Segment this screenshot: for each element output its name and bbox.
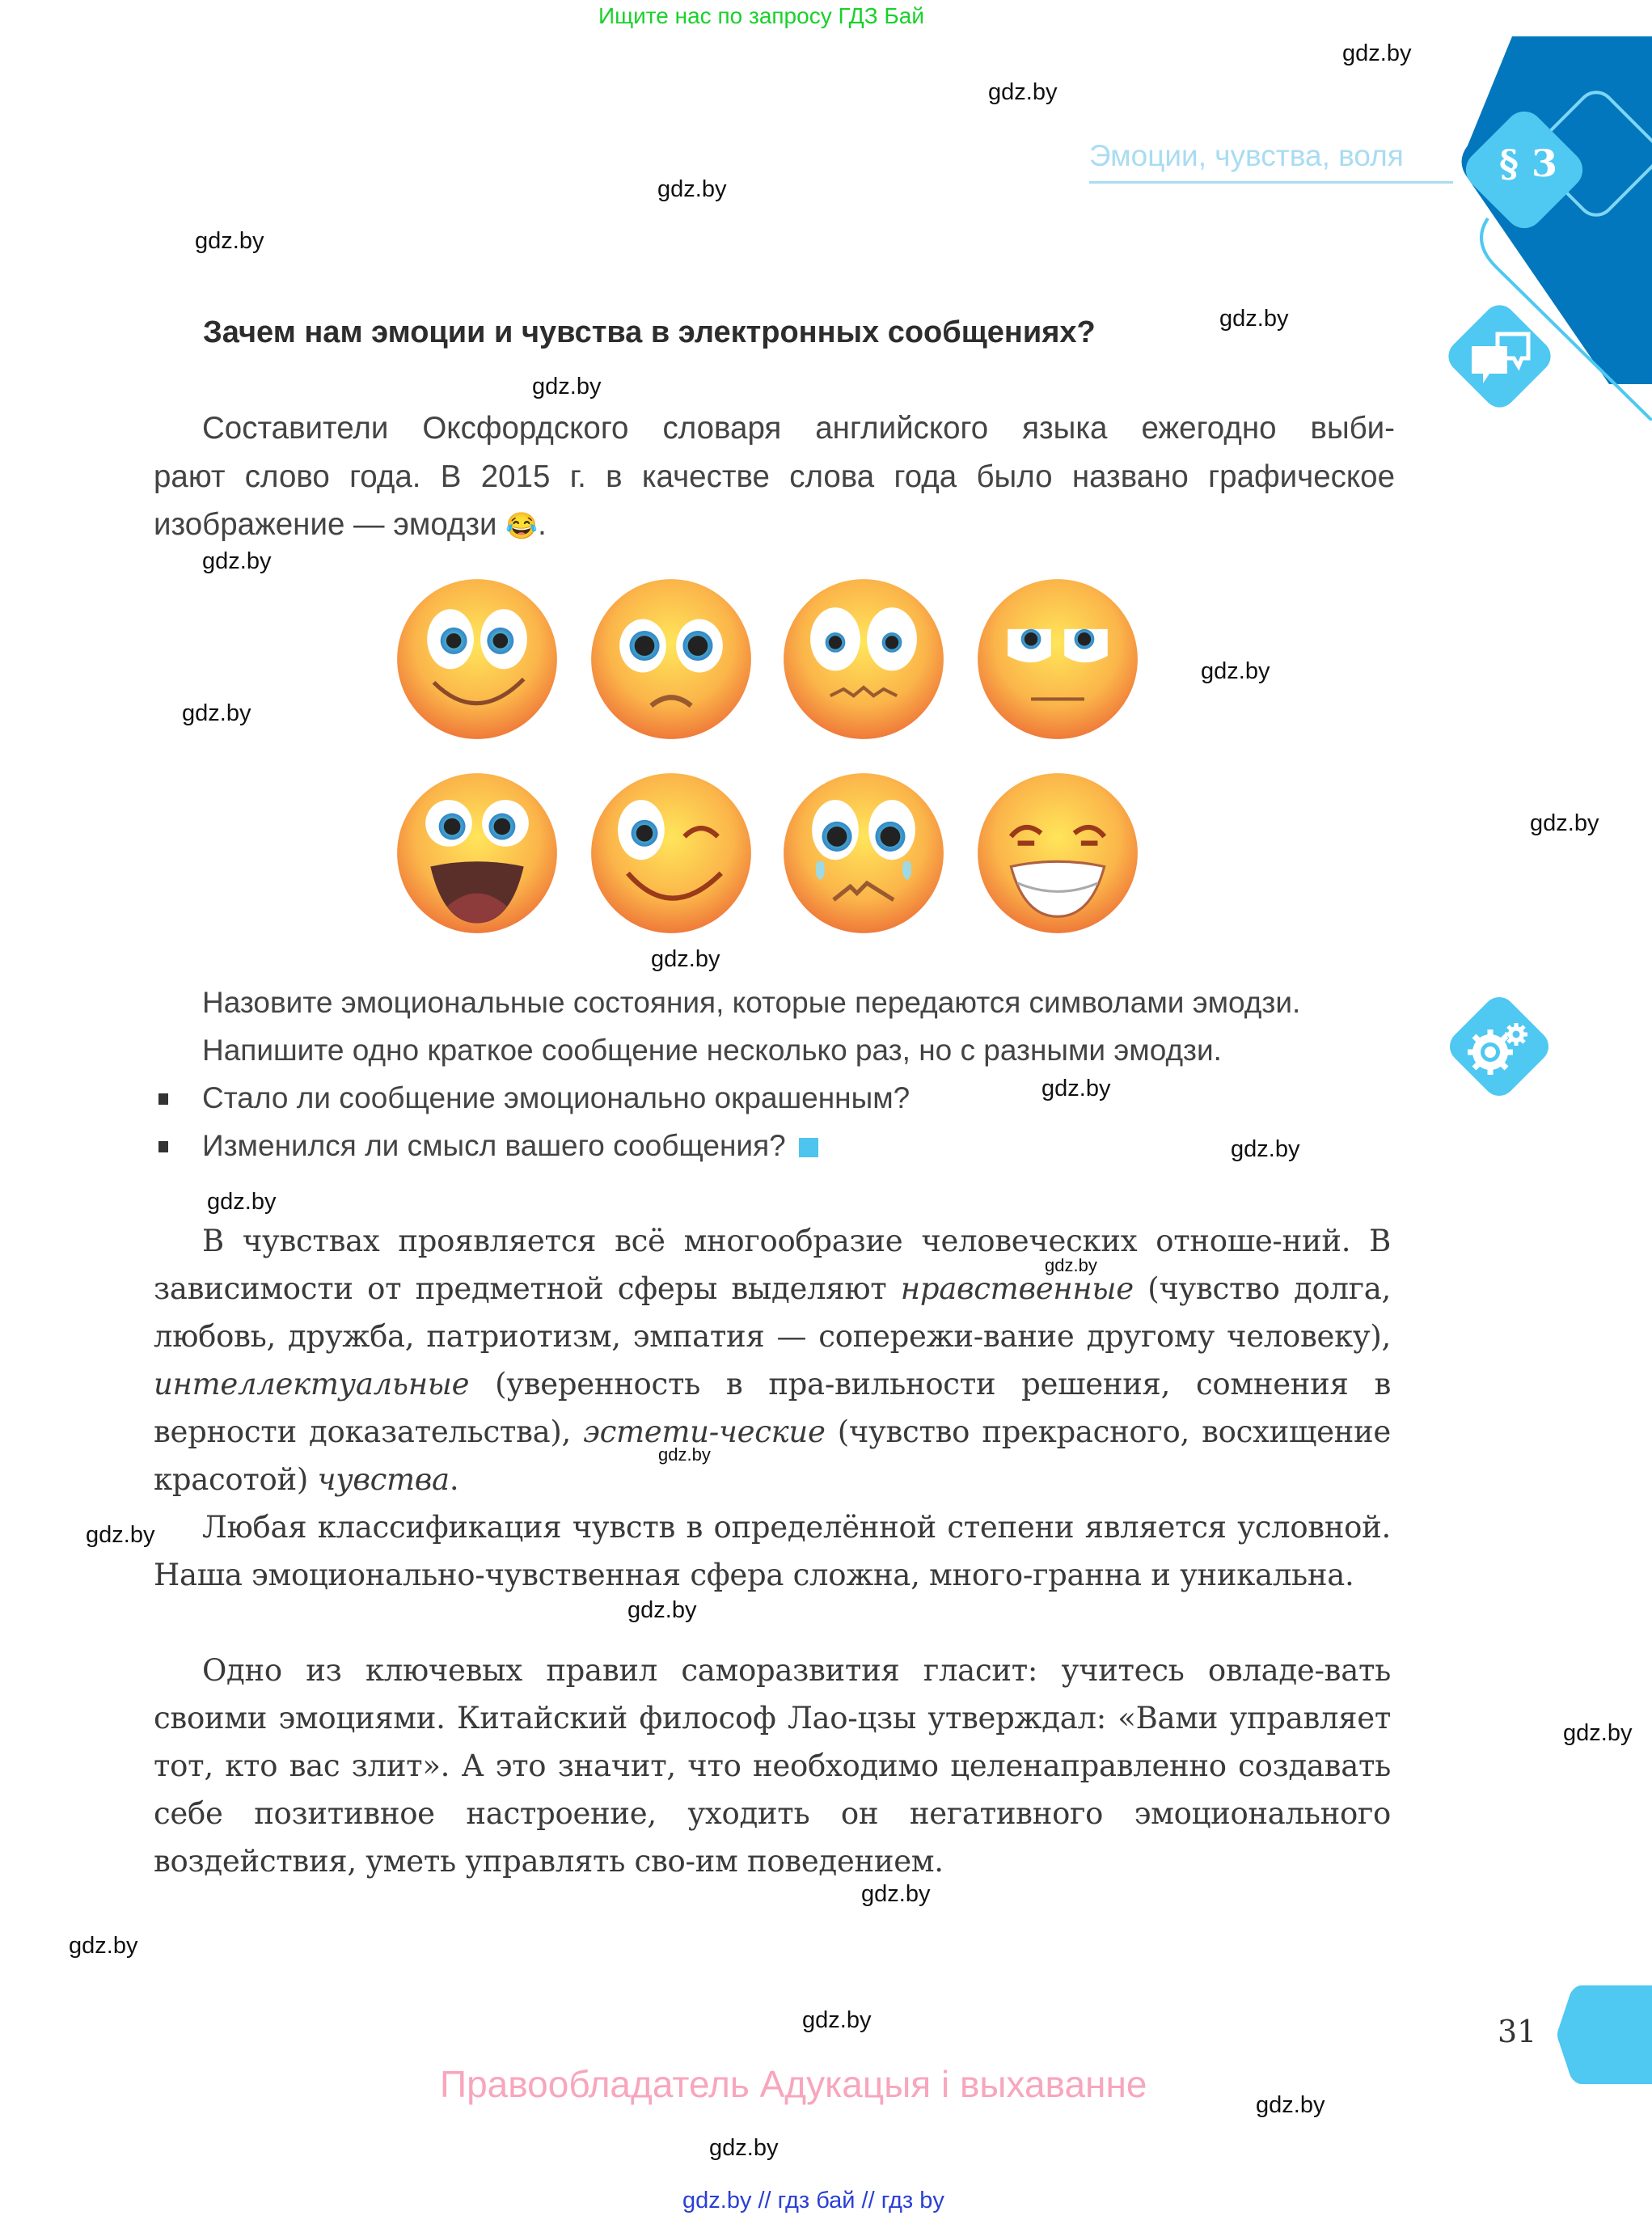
- watermark: gdz.by: [627, 1597, 697, 1623]
- section-heading: Зачем нам эмоции и чувства в электронных сообщениях?: [203, 315, 1096, 349]
- skeptical-emoji-icon: [974, 576, 1141, 742]
- bullet-icon: [158, 1141, 168, 1152]
- watermark: gdz.by: [1219, 306, 1289, 332]
- watermark: gdz.by: [1041, 1076, 1111, 1101]
- laughing-emoji-icon: [394, 770, 560, 937]
- watermark: gdz.by: [1530, 810, 1599, 836]
- sad-emoji-icon: [588, 576, 754, 742]
- watermark: gdz.by: [1231, 1136, 1300, 1162]
- watermark: gdz.by: [657, 176, 727, 202]
- page-tab-decoration: [1557, 1985, 1652, 2084]
- watermark: gdz.by: [1045, 1255, 1097, 1275]
- grinning-emoji-icon: [974, 770, 1141, 937]
- emoji-illustration: [394, 576, 1138, 938]
- footer-links[interactable]: gdz.by // гдз бай // гдз by: [682, 2188, 944, 2213]
- task-bullet-item: Изменился ли смысл вашего сообщения?: [202, 1122, 1415, 1169]
- watermark: gdz.by: [802, 2007, 872, 2033]
- watermark: gdz.by: [69, 1933, 138, 1959]
- watermark: gdz.by: [1563, 1720, 1633, 1746]
- paragraph-number: § 3: [1498, 142, 1558, 185]
- watermark: gdz.by: [532, 374, 602, 400]
- intro-paragraph: Составители Оксфордского словаря английского языка ежегодно выби- рают слово года. В 2015 г. в качестве слова года было названо графическое изображение — эмодзи 😂.: [154, 411, 1395, 542]
- watermark: gdz.by: [195, 228, 264, 254]
- watermark: gdz.by: [988, 79, 1058, 105]
- body-paragraph-3: Одно из ключевых правил саморазвития гласит: учитесь овладе-вать своими эмоциями. Китайский философ Лао-цзы утверждал: «Вами управляет тот, кто вас злит». А это значит, что необходимо целенаправленно создавать себе позитивное настроение, уходить он негативного эмоционального воздействия, уметь управлять сво-им поведением.: [154, 1653, 1391, 1879]
- page-number: 31: [1498, 2014, 1537, 2049]
- gears-icon: [1435, 983, 1563, 1110]
- rights-holder-notice: Правообладатель Адукацыя і выхаванне: [440, 2063, 1147, 2105]
- search-banner: Ищите нас по запросу ГДЗ Бай: [598, 3, 925, 28]
- watermark: gdz.by: [709, 2135, 779, 2161]
- chapter-title-underline: [1089, 181, 1453, 184]
- confused-emoji-icon: [780, 576, 947, 742]
- watermark: gdz.by: [86, 1522, 155, 1548]
- watermark: gdz.by: [658, 1444, 711, 1465]
- watermark: gdz.by: [1342, 40, 1412, 66]
- task-bullet-item: Стало ли сообщение эмоционально окрашенным?: [202, 1074, 1415, 1122]
- watermark: gdz.by: [1256, 2092, 1325, 2118]
- crying-emoji-icon: [780, 770, 947, 937]
- wink-emoji-icon: [588, 770, 754, 937]
- watermark: gdz.by: [861, 1881, 931, 1907]
- bullet-icon: [158, 1093, 168, 1105]
- body-paragraph-2: Любая классификация чувств в определённой степени является условной. Наша эмоционально-чувственная сфера сложна, много-гранна и уникальна.: [154, 1510, 1391, 1592]
- watermark: gdz.by: [207, 1189, 277, 1215]
- body-paragraph-1: В чувствах проявляется всё многообразие человеческих отноше-ний. В зависимости от предметной сферы выделяют нравственные (чувство долга, любовь, дружба, патриотизм, эмпатия — сопережи-вание другому человеку), интеллектуальные (уверенность в пра-вильности решения, сомнения в верности доказательства), эстети-ческие (чувство прекрасного, восхищение красотой) чувства.: [154, 1224, 1391, 1497]
- task-block: Назовите эмоциональные состояния, которые передаются символами эмодзи. Напишите одно краткое сообщение несколько раз, но с разными эмодзи. Стало ли сообщение эмоционально окрашенным? Изменился ли смысл вашего сообщения?: [202, 979, 1415, 1169]
- smile-emoji-icon: [394, 576, 560, 742]
- watermark: gdz.by: [1201, 658, 1270, 684]
- watermark: gdz.by: [182, 700, 251, 726]
- chapter-title: Эмоции, чувства, воля: [1089, 139, 1404, 172]
- watermark: gdz.by: [651, 946, 720, 972]
- watermark: gdz.by: [202, 548, 272, 574]
- tears-of-joy-emoji-icon: 😂: [505, 511, 539, 540]
- discussion-icon: [1433, 290, 1566, 423]
- task-end-marker-icon: [799, 1138, 818, 1157]
